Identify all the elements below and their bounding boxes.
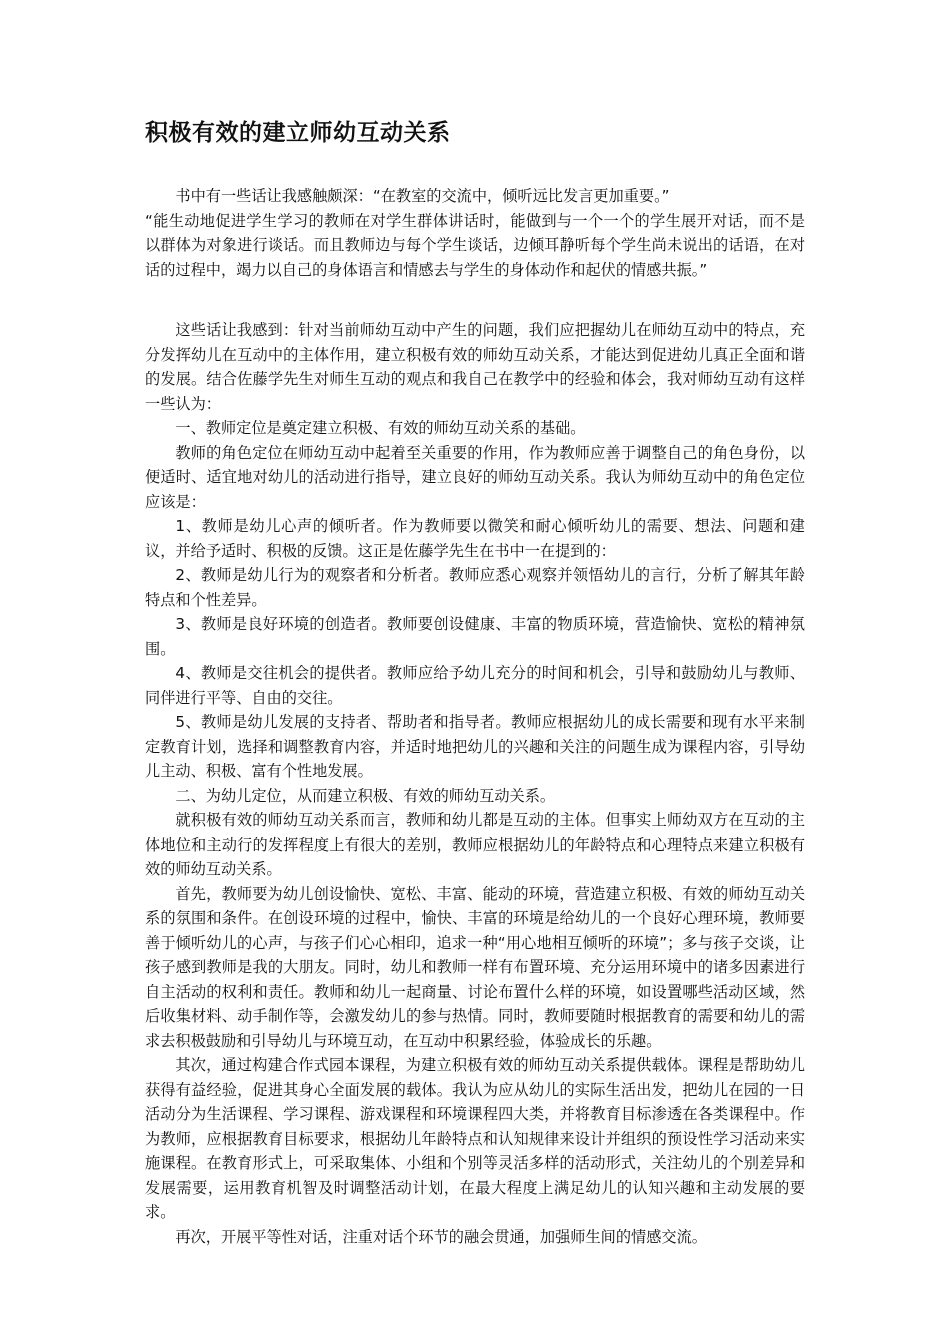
paragraph-third: 再次，开展平等性对话，注重对话个环节的融会贯通，加强师生间的情感交流。 <box>175 1227 707 1246</box>
heading-child-role: 二、为幼儿定位，从而建立积极、有效的师幼互动关系。 <box>175 786 556 805</box>
heading-teacher-role: 一、教师定位是奠定建立积极、有效的师幼互动关系的基础。 <box>175 419 586 437</box>
main-body <box>145 318 805 1249</box>
document-title: 积极有效的建立师幼互动关系 <box>145 120 451 146</box>
paragraph-first: 首先，教师要为幼儿创设愉快、宽松、丰富、能动的环境，营造建立积极、有效的师幼互动关系的氛围和条件。在创设环境的过程中，愉快、丰富的环境是给幼儿的一个良好心理环境，教师要善于倾听幼儿的心声，与孩子们心心相印，追求一种“用心地相互倾听的环境”；多与孩子交谈，让孩子感到教师是我的大朋友。同时，幼儿和教师一样有布置环境、充分运用环境中的诸多因素进行自主活动的权利和责任。教师和幼儿一起商量、讨论布置什么样的环境，如设置哪些活动区域，然后收集材料、动手制作等，会激发幼儿的参与热情。同时，教师要随时根据教育的需要和幼儿的需求去积极鼓励和引导幼儿与环境互动，在互动中积累经验，体验成长的乐趣。 <box>145 884 805 1050</box>
paragraph-subjects: 就积极有效的师幼互动关系而言，教师和幼儿都是互动的主体。但事实上师幼双方在互动的主体地位和主动行的发挥程度上有很大的差别，教师应根据幼儿的年龄特点和心理特点来建立积极有效的师幼互动关系。 <box>145 811 805 878</box>
list-item-listener: 1、教师是幼儿心声的倾听者。作为教师要以微笑和耐心倾听幼儿的需要、想法、问题和建议，并给予适时、积极的反馈。这正是佐藤学先生在书中一在提到的： <box>145 517 805 560</box>
quote-intro-paragraph: 书中有一些话让我感触颇深：“在教室的交流中，倾听远比发言更加重要。” <box>175 187 670 205</box>
paragraph-role-intro: 教师的角色定位在师幼互动中起着至关重要的作用，作为教师应善于调整自己的角色身份，以便适时、适宜地对幼儿的活动进行指导，建立良好的师幼互动关系。我认为师幼互动中的角色定位应该是： <box>145 443 805 511</box>
paragraph-reflection: 这些话让我感到：针对当前师幼互动中产生的问题，我们应把握幼儿在师幼互动中的特点，充分发挥幼儿在互动中的主体作用，建立积极有效的师幼互动关系，才能达到促进幼儿真正全面和谐的发展。结合佐藤学先生对师生互动的观点和我自己在教学中的经验和体会，我对师幼互动有这样一些认为： <box>145 321 805 413</box>
paragraph-second: 其次，通过构建合作式园本课程，为建立积极有效的师幼互动关系提供载体。课程是帮助幼儿获得有益经验，促进其身心全面发展的载体。我认为应从幼儿的实际生活出发，把幼儿在园的一日活动分为生活课程、学习课程、游戏课程和环境课程四大类，并将教育目标渗透在各类课程中。作为教师，应根据教育目标要求，根据幼儿年龄特点和认知规律来设计并组织的预设性学习活动来实施课程。在教育形式上，可采取集体、小组和个别等灵活多样的活动形式，关注幼儿的个别差异和发展需要，运用教育机智及时调整活动计划，在最大程度上满足幼儿的认知兴趣和主动发展的要求。 <box>145 1056 805 1221</box>
list-item-observer: 2、教师是幼儿行为的观察者和分析者。教师应悉心观察并领悟幼儿的言行，分析了解其年龄特点和个性差异。 <box>145 566 805 609</box>
quote-section <box>145 184 805 282</box>
list-item-provider: 4、教师是交往机会的提供者。教师应给予幼儿充分的时间和机会，引导和鼓励幼儿与教师、同伴进行平等、自由的交往。 <box>145 664 805 707</box>
quote-body-paragraph: “能生动地促进学生学习的教师在对学生群体讲话时，能做到与一个一个的学生展开对话，而不是以群体为对象进行谈话。而且教师边与每个学生谈话，边倾耳静听每个学生尚未说出的话语，在对话的过程中，竭力以自己的身体语言和情感去与学生的身体动作和起伏的情感共振。” <box>145 211 805 279</box>
list-item-creator: 3、教师是良好环境的创造者。教师要创设健康、丰富的物质环境，营造愉快、宽松的精神氛围。 <box>145 615 805 658</box>
list-item-supporter: 5、教师是幼儿发展的支持者、帮助者和指导者。教师应根据幼儿的成长需要和现有水平来制定教育计划，选择和调整教育内容，并适时地把幼儿的兴趣和关注的问题生成为课程内容，引导幼儿主动、积极、富有个性地发展。 <box>145 713 805 780</box>
